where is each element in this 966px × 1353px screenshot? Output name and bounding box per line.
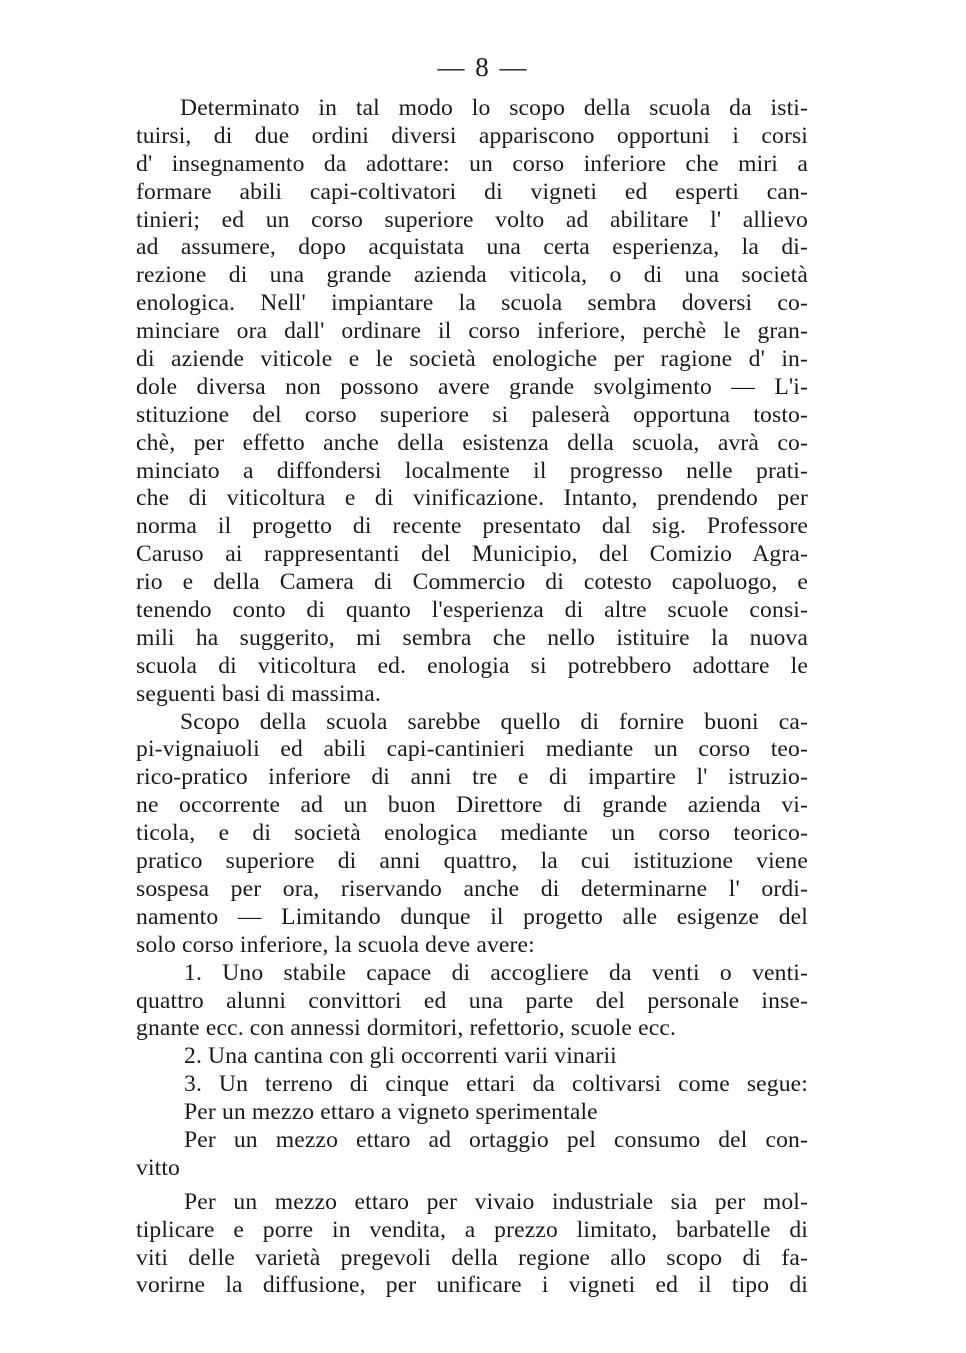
text-line: norma il progetto di recente presentato dal sig. Professore (136, 513, 808, 540)
text-line: scuola di viticoltura ed. enologia si potrebbero adottare le (136, 652, 808, 679)
text-line: tinieri; ed un corso superiore volto ad abilitare l' allievo (136, 206, 808, 233)
text-line: vitto (136, 1154, 181, 1181)
text-line: minciato a diffondersi localmente il progresso nelle prati- (136, 457, 808, 484)
text-line: Caruso ai rappresentanti del Municipio, del Comizio Agra- (136, 541, 808, 568)
text-line: Determinato in tal modo lo scopo della scuola da isti- (180, 95, 808, 121)
text-line: rio e della Camera di Commercio di cotesto capoluogo, e (136, 569, 808, 596)
text-line: enologica. Nell' impiantare la scuola sembra doversi co- (136, 290, 808, 317)
page-number: — 8 — (437, 52, 529, 82)
text-line: minciare ora dall' ordinare il corso inferiore, perchè le gran- (136, 318, 808, 345)
text-line: che di viticoltura e di vinificazione. Intanto, prendendo per (136, 485, 808, 512)
text-line: Scopo della scuola sarebbe quello di fornire buoni ca- (180, 708, 808, 735)
text-line: gnante ecc. con annessi dormitori, refettorio, scuole ecc. (136, 1015, 676, 1042)
text-line: tenendo conto di quanto l'esperienza di altre scuole consi- (136, 597, 808, 624)
sub-item-vigneto: Per un mezzo ettaro a vigneto sperimentale (184, 1099, 598, 1126)
text-line: tiplicare e porre in vendita, a prezzo limitato, barbatelle di (136, 1216, 808, 1243)
body-text (136, 95, 808, 1300)
text-line: pratico superiore di anni quattro, la cui istituzione viene (136, 848, 808, 875)
text-line: sospesa per ora, riservando anche di determinarne l' ordi- (136, 875, 808, 902)
text-line: stituzione del corso superiore si paleserà opportuna tosto- (136, 401, 808, 428)
text-line: mili ha suggerito, mi sembra che nello istituire la nuova (136, 624, 808, 651)
text-line: di aziende viticole e le società enologiche per ragione d' in- (136, 346, 808, 373)
text-line: namento — Limitando dunque il progetto alle esigenze del (136, 903, 808, 930)
text-line: quattro alunni convittori ed una parte del personale inse- (136, 987, 808, 1014)
text-line: ticola, e di società enologica mediante un corso teorico- (136, 820, 808, 847)
text-line: rezione di una grande azienda viticola, o di una società (136, 262, 808, 289)
text-line: pi-vignaiuoli ed abili capi-cantinieri mediante un corso teo- (136, 736, 808, 763)
sub-item-vivaio: Per un mezzo ettaro per vivaio industriale sia per mol- (184, 1188, 808, 1215)
text-line: solo corso inferiore, la scuola deve avere: (136, 931, 535, 958)
text-line: ne occorrente ad un buon Direttore di grande azienda vi- (136, 792, 808, 819)
list-item-3: 3. Un terreno di cinque ettari da coltivarsi come segue: (184, 1071, 808, 1098)
list-item-1: 1. Uno stabile capace di accogliere da venti o venti- (184, 959, 808, 986)
text-line: d' insegnamento da adottare: un corso inferiore che miri a (136, 150, 808, 177)
text-line: tuirsi, di due ordini diversi appariscono opportuni i corsi (136, 122, 808, 149)
text-line: vorirne la diffusione, per unificare i vigneti ed il tipo di (136, 1272, 808, 1299)
text-line: formare abili capi-coltivatori di vigneti ed esperti can- (136, 178, 808, 205)
text-line: rico-pratico inferiore di anni tre e di impartire l' istruzio- (136, 764, 808, 791)
list-item-2: 2. Una cantina con gli occorrenti varii vinarii (184, 1043, 617, 1070)
text-line: seguenti basi di massima. (136, 680, 381, 707)
text-line: ad assumere, dopo acquistata una certa esperienza, la di- (136, 234, 808, 261)
sub-item-ortaggio: Per un mezzo ettaro ad ortaggio pel consumo del con- (184, 1126, 808, 1153)
text-line: chè, per effetto anche della esistenza della scuola, avrà co- (136, 429, 808, 456)
text-line: dole diversa non possono avere grande svolgimento — L'i- (136, 373, 808, 400)
text-line: viti delle varietà pregevoli della regione allo scopo di fa- (136, 1244, 808, 1271)
